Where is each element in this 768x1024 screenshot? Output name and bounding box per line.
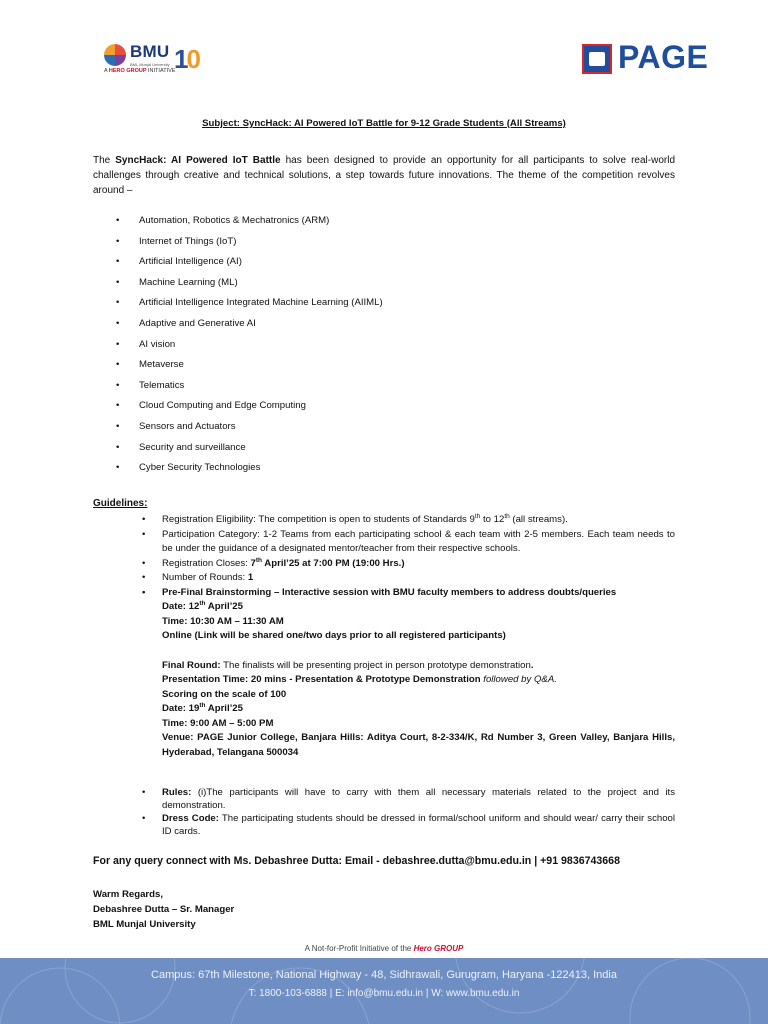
final-time: Time: 9:00 AM – 5:00 PM — [162, 717, 274, 729]
prefinal-title: • Pre-Final Brainstorming – Interactive session with BMU faculty members to address doubts/queries — [162, 586, 617, 598]
signature-name: Debashree Dutta – Sr. Manager — [93, 904, 235, 915]
list-item: • Machine Learning (ML) — [116, 276, 383, 297]
presentation-time: Presentation Time: 20 mins - Presentation & Prototype Demonstration followed by Q&A. — [162, 674, 557, 685]
list-item: • Artificial Intelligence (AI) — [116, 255, 383, 276]
guidelines-list — [142, 513, 675, 760]
guideline-participation: • Participation Category: 1-2 Teams from each participating school & each team with 2-5 members. Each team needs to be under the guidance of a designated mentor/teacher from their respective schools. — [142, 528, 675, 557]
list-item: • Sensors and Actuators — [116, 420, 383, 441]
list-item: • Telematics — [116, 379, 383, 400]
bmu-initiative-line: A HERO GROUP INITIATIVE — [104, 68, 176, 74]
final-date: Date: 19th April’25 — [162, 701, 243, 714]
signature-org: BML Munjal University — [93, 919, 196, 930]
guideline-prefinal — [142, 586, 675, 644]
guidelines-heading: Guidelines: — [93, 498, 148, 509]
footer-band — [0, 958, 768, 1024]
list-item: • Internet of Things (IoT) — [116, 235, 383, 256]
signature-greeting: Warm Regards, — [93, 889, 164, 900]
bmu-logo — [104, 42, 229, 78]
bmu-logo-subline: BML Munjal University — [130, 62, 170, 67]
venue-line: Venue: PAGE Junior College, Banjara Hills: Aditya Court, 8-2-334/K, Rd Number 3, Green Valley, Banjara Hills, Hyderabad, Telangana 500034 — [162, 732, 675, 758]
footer-address: Campus: 67th Milestone, National Highway - 48, Sidhrawali, Gurugram, Haryana -122413, India — [151, 969, 617, 981]
guideline-rounds: • Number of Rounds: 1 — [142, 571, 675, 586]
page-logo-name: PAGE — [618, 39, 709, 75]
list-item: • Metaverse — [116, 358, 383, 379]
guideline-registration-closes: • Registration Closes: 7th April’25 at 7:00 PM (19:00 Hrs.) — [142, 557, 675, 572]
prefinal-date: Date: 12th April’25 — [162, 599, 243, 612]
page-logo — [582, 39, 710, 76]
query-contact-line: For any query connect with Ms. Debashree Dutta: Email - debashree.dutta@bmu.edu.in | +91 9836743668 — [93, 855, 620, 867]
footer-contact: T: 1800-103-6888 | E: info@bmu.edu.in | W: www.bmu.edu.in — [248, 988, 520, 999]
intro-paragraph: The SyncHack: AI Powered IoT Battle has been designed to provide an opportunity for all participants to solve real-world challenges through creative and technical solutions, a step towards future innovations. The theme of the competition revolves around – — [93, 155, 676, 196]
rule-materials: • Rules: (i)The participants will have to carry with them all necessary materials related to the project and its demonstration. — [142, 786, 675, 812]
list-item: • Cyber Security Technologies — [116, 461, 383, 482]
list-item: • Artificial Intelligence Integrated Machine Learning (AIIML) — [116, 296, 383, 317]
prefinal-time: Time: 10:30 AM – 11:30 AM — [162, 615, 284, 627]
bmu-emblem-icon — [104, 44, 126, 66]
final-round-line: Final Round: The finalists will be presenting project in person prototype demonstration. — [162, 659, 534, 671]
footer-tagline: A Not-for-Profit Initiative of the Hero GROUP — [304, 944, 464, 953]
rule-dress-code: • Dress Code: The participating students should be dressed in formal/school uniform and should wear/ carry their school ID cards. — [142, 812, 675, 838]
list-item: • Adaptive and Generative AI — [116, 317, 383, 338]
page-emblem-icon — [582, 44, 612, 74]
list-item: • Cloud Computing and Edge Computing — [116, 399, 383, 420]
theme-topics-list — [116, 214, 383, 482]
bmu-logo-name: BMU — [130, 42, 170, 61]
list-item: • Automation, Robotics & Mechatronics (ARM) — [116, 214, 383, 235]
scoring-line: Scoring on the scale of 100 — [162, 688, 287, 700]
prefinal-online: Online (Link will be shared one/two days prior to all registered participants) — [162, 630, 506, 641]
rules-list — [142, 786, 675, 838]
bmu-anniversary-mark: 10 — [174, 44, 199, 74]
event-name: SyncHack: AI Powered IoT Battle — [115, 155, 281, 166]
subject-line: Subject: SyncHack: AI Powered IoT Battle for 9-12 Grade Students (All Streams) — [202, 118, 566, 129]
list-item: • AI vision — [116, 338, 383, 359]
signature-block — [93, 887, 234, 932]
guideline-eligibility: • Registration Eligibility: The competition is open to students of Standards 9th to 12th (all streams). — [142, 513, 675, 528]
guideline-final-round — [142, 659, 675, 761]
list-item: • Security and surveillance — [116, 441, 383, 462]
